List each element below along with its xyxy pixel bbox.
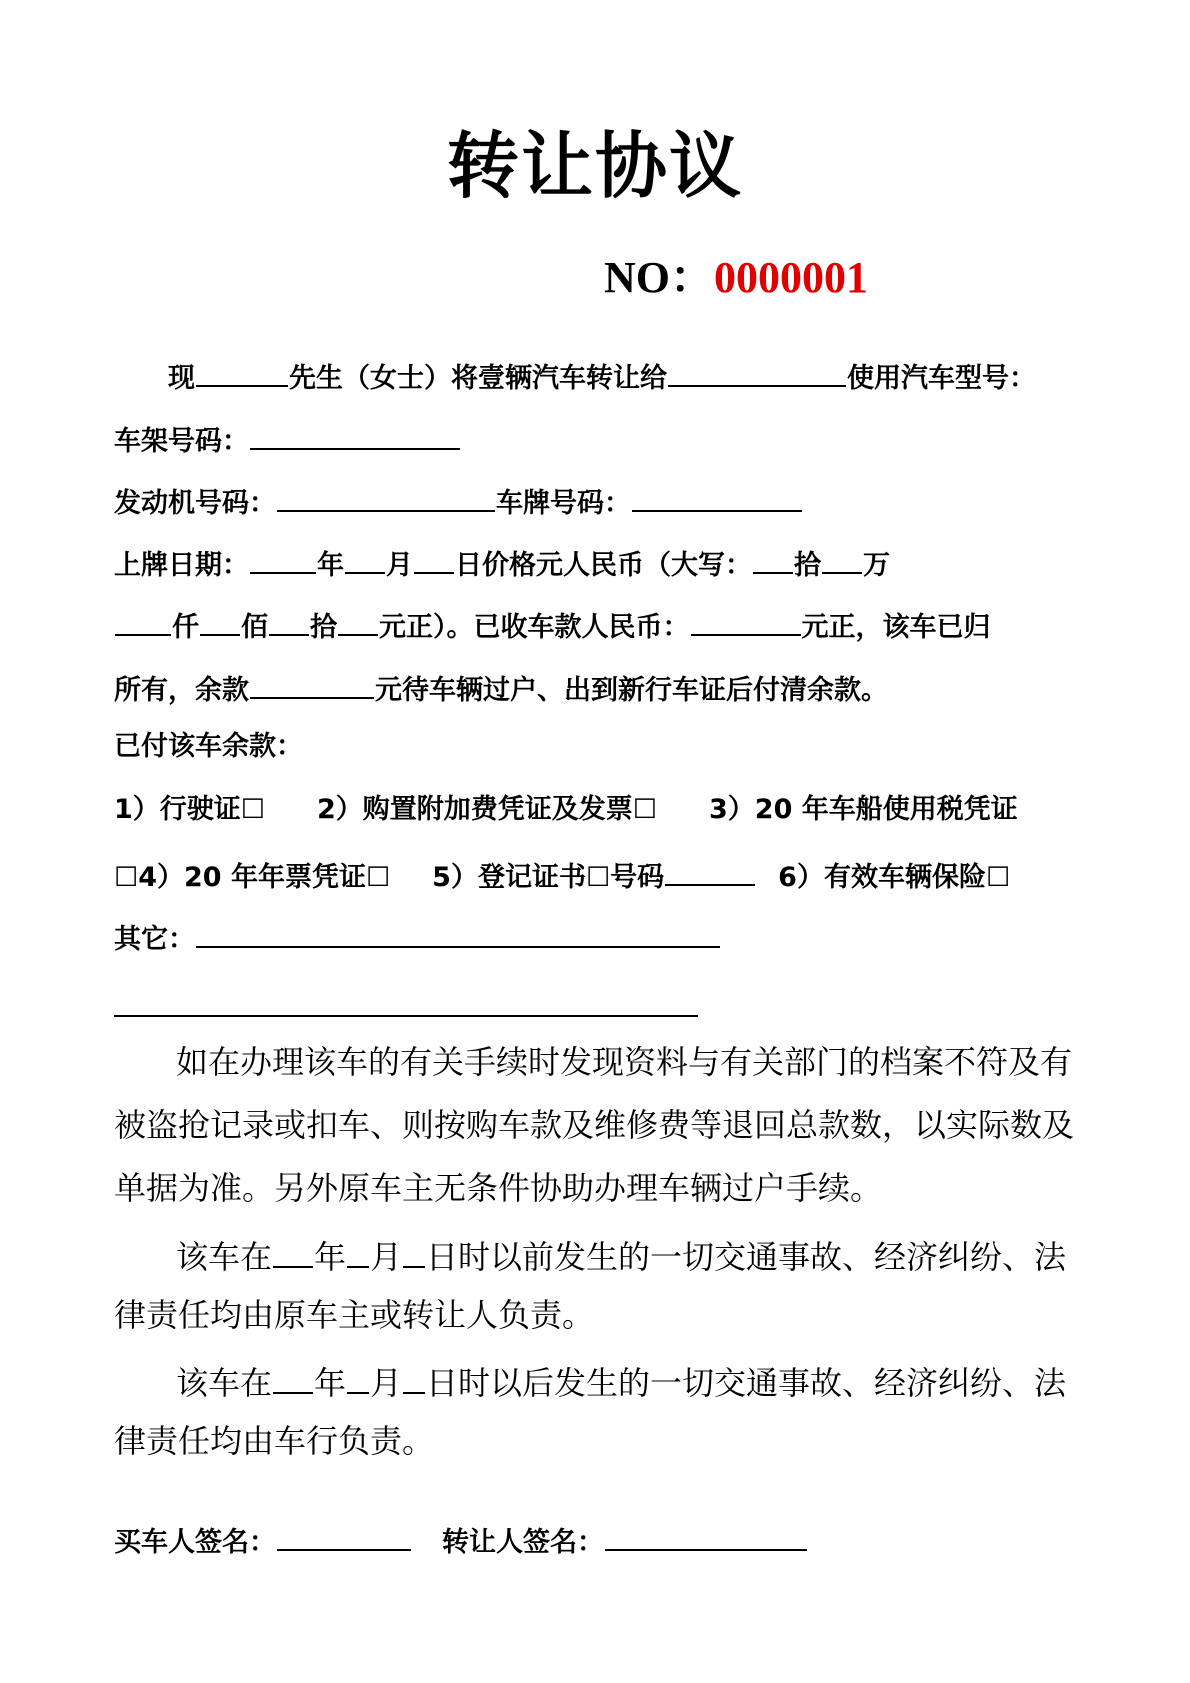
price-shiwan-blank[interactable] bbox=[753, 546, 793, 574]
after-month-blank[interactable] bbox=[347, 1362, 369, 1394]
car-model-label: 使用汽车型号： bbox=[847, 363, 1036, 394]
document-title: 转让协议 bbox=[446, 124, 743, 208]
text-segment: 仟 bbox=[172, 612, 199, 643]
driving-license-item[interactable]: 1）行驶证☐ bbox=[114, 794, 265, 825]
text-segment: 该车在 bbox=[176, 1238, 273, 1276]
registration-date-label: 上牌日期： bbox=[114, 550, 249, 581]
paragraph-1-line-2: 被盗抢记录或扣车、则按购车款及维修费等退回总款数，以实际数及 bbox=[114, 1106, 1075, 1144]
price-label: 日价格元人民币（大写： bbox=[455, 550, 752, 581]
seller-signature-blank[interactable] bbox=[605, 1523, 807, 1551]
plate-number-label: 车牌号码： bbox=[496, 488, 631, 519]
paragraph-3-line-1 bbox=[176, 1362, 1067, 1402]
frame-number-line bbox=[114, 422, 461, 455]
paragraph-1-line-3: 单据为准。另外原车主无条件协助办理车辆过户手续。 bbox=[114, 1169, 883, 1207]
balance-amount-blank[interactable] bbox=[250, 671, 374, 699]
before-year-blank[interactable] bbox=[273, 1236, 313, 1268]
received-amount-label: 元正）。已收车款人民币： bbox=[379, 612, 690, 643]
insurance-item[interactable]: 6）有效车辆保险☐ bbox=[778, 862, 1011, 893]
engine-number-label: 发动机号码： bbox=[114, 488, 276, 519]
signature-line bbox=[114, 1523, 808, 1556]
documents-checklist-line-1 bbox=[114, 796, 1018, 823]
text-segment: 年 bbox=[314, 1238, 347, 1276]
vehicle-tax-item[interactable]: 3）20 年车船使用税凭证 bbox=[709, 794, 1018, 825]
plate-number-blank[interactable] bbox=[632, 484, 802, 512]
price-continuation-line bbox=[114, 608, 991, 641]
reg-year-blank[interactable] bbox=[250, 546, 316, 574]
text-segment: 拾 bbox=[310, 612, 337, 643]
text-segment: 佰 bbox=[241, 612, 268, 643]
balance-line bbox=[114, 671, 888, 704]
text-segment: 元待车辆过户、出到新行车证后付清余款。 bbox=[375, 675, 888, 706]
text-segment: 元正，该车已归 bbox=[801, 612, 991, 643]
text-segment: 月 bbox=[370, 1364, 403, 1402]
seller-name-blank[interactable] bbox=[196, 359, 288, 387]
text-segment: 万 bbox=[863, 550, 890, 581]
text-segment: 先生（女士）将壹辆汽车转让给 bbox=[289, 363, 667, 394]
document-number-value: 0000001 bbox=[714, 253, 868, 302]
text-segment: 所有，余款 bbox=[114, 675, 249, 706]
engine-plate-line bbox=[114, 484, 803, 517]
price-shi-blank[interactable] bbox=[269, 608, 309, 636]
document-number bbox=[604, 253, 868, 302]
after-day-blank[interactable] bbox=[403, 1362, 425, 1394]
text-segment: 月 bbox=[386, 550, 413, 581]
reg-month-blank[interactable] bbox=[345, 546, 385, 574]
frame-number-label: 车架号码： bbox=[114, 426, 249, 457]
purchase-fee-item[interactable]: 2）购置附加费凭证及发票☐ bbox=[317, 794, 657, 825]
text-segment: 年 bbox=[314, 1364, 347, 1402]
price-qian-blank[interactable] bbox=[115, 608, 171, 636]
received-amount-blank[interactable] bbox=[691, 608, 801, 636]
after-year-blank[interactable] bbox=[273, 1362, 313, 1394]
seller-signature-label: 转让人签名： bbox=[442, 1527, 604, 1558]
frame-number-blank[interactable] bbox=[250, 422, 460, 450]
text-segment: 拾 bbox=[794, 550, 821, 581]
registration-cert-number-blank[interactable] bbox=[665, 858, 755, 886]
reg-day-blank[interactable] bbox=[414, 546, 454, 574]
buyer-signature-blank[interactable] bbox=[277, 1523, 411, 1551]
text-segment: 月 bbox=[370, 1238, 403, 1276]
other-continuation-blank[interactable] bbox=[114, 1015, 698, 1017]
registration-date-price-line bbox=[114, 546, 890, 579]
annual-ticket-item[interactable]: ☐4）20 年年票凭证☐ bbox=[114, 862, 391, 893]
text-segment: 年 bbox=[317, 550, 344, 581]
price-bai-blank[interactable] bbox=[200, 608, 240, 636]
engine-number-blank[interactable] bbox=[277, 484, 495, 512]
transfer-statement-line bbox=[168, 359, 1036, 392]
buyer-signature-label: 买车人签名： bbox=[114, 1527, 276, 1558]
other-label: 其它： bbox=[114, 924, 195, 955]
text-segment: 日时以前发生的一切交通事故、经济纠纷、法 bbox=[426, 1238, 1067, 1276]
paragraph-2-line-1 bbox=[176, 1236, 1067, 1276]
paragraph-1-line-1: 如在办理该车的有关手续时发现资料与有关部门的档案不符及有 bbox=[176, 1043, 1073, 1081]
price-yuan-blank[interactable] bbox=[338, 608, 378, 636]
text-segment: 该车在 bbox=[176, 1364, 273, 1402]
paragraph-3-line-2: 律责任均由车行负责。 bbox=[114, 1422, 435, 1460]
documents-checklist-line-2 bbox=[114, 858, 1010, 891]
document-number-label: NO： bbox=[604, 253, 714, 302]
text-segment: 现 bbox=[168, 363, 195, 394]
text-segment: 日时以后发生的一切交通事故、经济纠纷、法 bbox=[426, 1364, 1067, 1402]
paid-items-heading: 已付该车余款： bbox=[114, 731, 303, 762]
paragraph-2-line-2: 律责任均由原车主或转让人负责。 bbox=[114, 1296, 595, 1334]
other-blank[interactable] bbox=[196, 920, 720, 948]
before-day-blank[interactable] bbox=[403, 1236, 425, 1268]
other-line bbox=[114, 920, 721, 953]
registration-cert-item[interactable]: 5）登记证书☐号码 bbox=[432, 862, 665, 893]
before-month-blank[interactable] bbox=[347, 1236, 369, 1268]
price-wan-blank[interactable] bbox=[822, 546, 862, 574]
buyer-name-blank[interactable] bbox=[668, 359, 846, 387]
